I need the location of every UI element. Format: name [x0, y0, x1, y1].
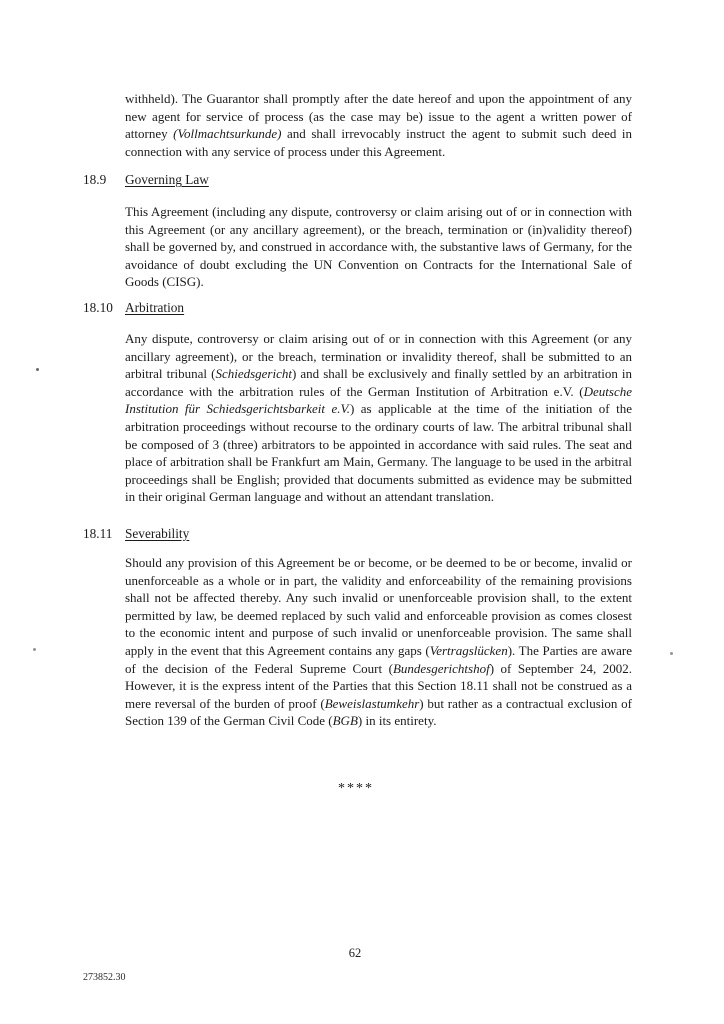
- section-title: Arbitration: [125, 300, 185, 315]
- section-paragraph-arbitration: Any dispute, controversy or claim arising out of or in connection with this Agreement (or any ancillary agreement), or the breach, termination or invalidity thereof, shall be submitted to an arbitral tribunal (Schiedsgericht) and shall be exclusively and finally settled by an arbitration in accordance with the arbitration rules of the German Institution of Arbitration e.V. (Deutsche Institution für Schiedsgerichtsbarkeit e.V.) as applicable at the time of the initiation of the arbitration proceedings without recourse to the ordinary courts of law. The arbitral tribunal shall be composed of 3 (three) arbitrators to be appointed in accordance with said rules. The seat and place of arbitration shall be Frankfurt am Main, Germany. The language to be used in the arbitral proceedings shall be English; provided that documents submitted as evidence may be submitted in their original German language and without an attendant translation.: [125, 331, 632, 505]
- continuation-paragraph: withheld). The Guarantor shall promptly after the date hereof and upon the appointment of any new agent for service of process (as the case may be) issue to the agent a written power of attorney (Vollmachtsurkunde) and shall irrevocably instruct the agent to submit such deed in connection with any service of process under this Agreement.: [125, 91, 632, 159]
- scan-artifact: [33, 648, 36, 651]
- section-number: 18.11: [83, 526, 113, 541]
- section-heading-governing-law: [83, 172, 209, 188]
- doc-reference: 273852.30: [83, 972, 126, 983]
- scan-artifact: [670, 652, 673, 655]
- section-title: Governing Law: [125, 172, 209, 187]
- section-paragraph-governing-law: This Agreement (including any dispute, controversy or claim arising out of or in connection with this Agreement (or any ancillary agreement), or the breach, termination or (in)validity thereof) shall be governed by, and construed in accordance with, the substantive laws of Germany, for the avoidance of doubt excluding the UN Convention on Contracts for the International Sale of Goods (CISG).: [125, 204, 632, 290]
- section-heading-severability: [83, 526, 189, 542]
- page-number: 62: [348, 946, 362, 960]
- section-paragraph-severability: Should any provision of this Agreement be or become, or be deemed to be or become, invalid or unenforceable as a whole or in part, the validity and enforceability of the remaining provisions shall not be affected thereby. Any such invalid or unenforceable provision shall, to the extent permitted by law, be deemed replaced by such valid and enforceable provision as comes closest to the economic intent and purpose of such invalid or unenforceable provision. The same shall apply in the event that this Agreement contains any gaps (Vertragslücken). The Parties are aware of the decision of the Federal Supreme Court (Bundesgerichtshof) of September 24, 2002. However, it is the express intent of the Parties that this Section 18.11 shall not be construed as a mere reversal of the burden of proof (Beweislastumkehr) but rather as a contractual exclusion of Section 139 of the German Civil Code (BGB) in its entirety.: [125, 555, 632, 729]
- end-of-section-separator: ****: [338, 781, 374, 796]
- section-heading-arbitration: [83, 300, 184, 316]
- scan-artifact: [36, 368, 39, 371]
- section-number: 18.10: [83, 300, 113, 315]
- section-title: Severability: [125, 526, 190, 541]
- section-number: 18.9: [83, 172, 107, 187]
